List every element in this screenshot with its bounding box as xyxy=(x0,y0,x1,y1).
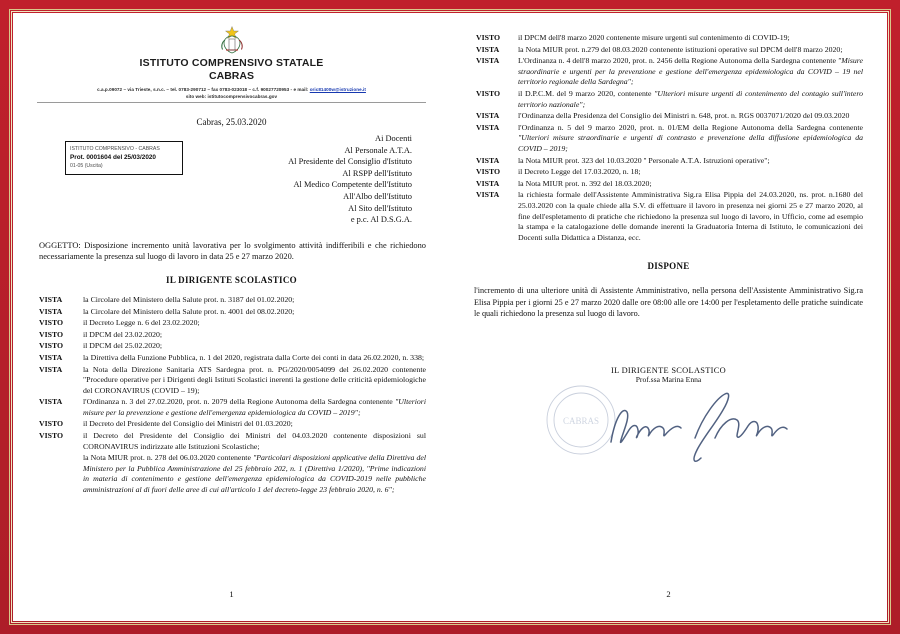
clause-text: il DPCM dell'8 marzo 2020 contenente misure urgenti sul contenimento di COVID-19; xyxy=(518,33,790,42)
contact-line-1 xyxy=(37,86,426,93)
subject-line: OGGETTO: Disposizione incremento unità lavorativa per lo svolgimento attività indifferibili e che richiedono necessariamente la presenza sul luogo di lavoro in data 25 e 27 marzo 2020. xyxy=(39,240,426,262)
clause-keyword: VISTA xyxy=(476,56,500,66)
clause-keyword: VISTO xyxy=(39,419,64,429)
clause-quoted-text: "Particolari disposizioni applicative della Direttiva del Ministero per la Pubblica Amministrazione del 25 febbraio 202, n. 1 (Direttiva 1/2020), "Prime indicazioni in materia di contenimento e gestione dell'emergenza epidemiologica da COVID-2019 nelle pubbliche amministrazioni al di fuori delle aree di cui all'articolo 1 del decreto-legge 23 febbraio 2020, n. 6"; xyxy=(83,453,426,495)
clause-keyword: VISTO xyxy=(476,167,501,177)
clause-keyword: VISTO xyxy=(476,88,501,98)
clause-keyword: VISTA xyxy=(39,397,63,407)
clause-row xyxy=(37,353,426,364)
clause-row xyxy=(474,33,863,44)
page-number-1: 1 xyxy=(229,589,234,599)
clause-text: la Nota MIUR prot. n.279 del 08.03.2020 contenente istituzioni operative sul DPCM dell'8 marzo 2020; xyxy=(518,44,843,54)
clause-row xyxy=(37,341,426,352)
signature-graphic-icon xyxy=(519,380,819,466)
clause-row xyxy=(37,318,426,329)
institute-name: ISTITUTO COMPRENSIVO STATALE xyxy=(139,57,324,69)
clause-row xyxy=(37,453,426,495)
clause-keyword: VISTO xyxy=(39,318,64,328)
clause-row xyxy=(37,295,426,306)
clause-text: la Circolare del Ministero della Salute prot. n. 3187 del 01.02.2020; xyxy=(83,294,295,304)
clause-keyword: VISTO xyxy=(476,33,501,42)
clause-row xyxy=(474,156,863,167)
contact-block xyxy=(37,86,426,103)
list-item: Al Personale A.T.A. xyxy=(344,145,412,155)
clause-text: l'Ordinanza della Presidenza del Consiglio dei Ministri n. 648, prot. n. RGS 0037071/2020 del 09.03.2020 xyxy=(518,111,850,121)
list-item: e p.c. Al D.S.G.A. xyxy=(350,215,412,225)
document-page-1[interactable] xyxy=(13,13,450,621)
protocol-stamp-type: 01-05 (Uscita) xyxy=(70,163,103,169)
protocol-stamp-institute: ISTITUTO COMPRENSIVO - CABRAS xyxy=(70,146,160,152)
clause-keyword: VISTA xyxy=(476,178,500,188)
clause-row xyxy=(474,45,863,56)
clause-keyword: VISTA xyxy=(476,122,500,132)
clause-keyword: VISTA xyxy=(39,294,63,304)
signature-title: IL DIRIGENTE SCOLASTICO xyxy=(611,365,726,375)
clause-keyword: VISTA xyxy=(39,352,63,362)
page-number-2: 2 xyxy=(666,589,671,599)
clause-row xyxy=(474,167,863,178)
signature-name: Prof.ssa Marina Enna xyxy=(635,374,702,384)
list-item: Al Sito dell'Istituto xyxy=(348,203,412,213)
institute-city: CABRAS xyxy=(209,70,254,82)
clause-row xyxy=(474,179,863,190)
italian-republic-emblem-icon xyxy=(219,25,245,55)
clause-text: la Direttiva della Funzione Pubblica, n. 1 del 2020, registrata dalla Corte dei conti in data 26.02.2020, n. 338; xyxy=(83,352,425,362)
contact-line-2: sito web: istitutocomprensivocabras.gov xyxy=(185,94,278,99)
clause-keyword: VISTO xyxy=(39,341,64,351)
date-line: Cabras, 25.03.2020 xyxy=(196,117,267,127)
heading-dirigente-scolastico: IL DIRIGENTE SCOLASTICO xyxy=(166,274,297,285)
clause-text: il DPCM del 23.02.2020; xyxy=(83,329,163,339)
heading-dispone: DISPONE xyxy=(647,261,690,272)
document-pages xyxy=(13,13,887,621)
signature-block xyxy=(474,366,863,456)
handwritten-signature xyxy=(474,380,863,456)
clause-quoted-text: "Ulteriori misure per la prevenzione e gestione dell'emergenza epidemiologica da COVID – 2019"; xyxy=(83,397,426,417)
clause-text: il Decreto Legge del 17.03.2020, n. 18; xyxy=(518,167,641,177)
clause-keyword: VISTA xyxy=(39,306,63,316)
clause-keyword: VISTA xyxy=(39,364,63,374)
clause-row xyxy=(474,89,863,110)
clause-row xyxy=(37,419,426,430)
clause-row xyxy=(37,365,426,397)
clause-row xyxy=(474,56,863,88)
clause-row xyxy=(37,307,426,318)
clause-row xyxy=(37,397,426,418)
list-item: Al RSPP dell'Istituto xyxy=(342,168,412,178)
clause-list-page-1 xyxy=(37,295,426,496)
clause-text: L'Ordinanza n. 4 dell'8 marzo 2020, prot. n. 2456 della Regione Autonoma della Sardegna contenente "Misure straordinarie e urgenti per la prevenzione e gestione dell'emergenza epidemiologica da COVID – 19 nel territorio regionale della Sardegna"; xyxy=(518,56,863,87)
list-item: Ai Docenti xyxy=(375,134,412,143)
clause-text: la Nota MIUR prot. n. 278 del 06.03.2020 contenente "Particolari disposizioni applicative della Direttiva del Ministero per la Pubblica Amministrazione del 25 febbraio 202, n. 1 (Direttiva 1/2020), "Prime indicazioni in materia di contenimento e gestione dell'emergenza epidemiologica da COVID-2019 nelle pubbliche amministrazioni al di fuori delle aree di cui all'articolo 1 del decreto-legge 23 febbraio 2020, n. 6"; xyxy=(83,453,426,495)
clause-text: l'Ordinanza n. 3 del 27.02.2020, prot. n. 2079 della Regione Autonoma della Sardegna contenente "Ulteriori misure per la prevenzione e gestione dell'emergenza epidemiologica da COVID – 2019"; xyxy=(83,397,426,417)
clause-list-page-2 xyxy=(474,33,863,243)
clause-row xyxy=(474,123,863,155)
clause-text: la Nota MIUR prot. 323 del 10.03.2020 '' Personale A.T.A. Istruzioni operative"; xyxy=(518,155,770,165)
clause-row xyxy=(474,190,863,243)
dispone-body-text: l'incremento di una ulteriore unità di Assistente Amministrativo, nella persona dell'Assistente Amministrativo Sig.ra Elisa Pippia per i giorni 25 e 27 marzo 2020 dalle ore 08:00 alle ore 14:00 per l'espletamento delle pratiche suindicate le quali richiedono la presenza sul luogo di lavoro. xyxy=(474,286,863,319)
clause-text: la richiesta formale dell'Assistente Amministrativa Sig.ra Elisa Pippia del 24.03.2020, ns. prot. n.1680 del 25.03.2020 con la quale chiede alla S.V. di effettuare il lavoro in presenza nei giorni 25 e 27 marzo 2020, al fine dell'espletamento di pratiche che richiedono la presenza sul luogo di lavoro, in Ufficio, come ad esempio la stampa e la catalogazione delle domande inerenti la Graduatoria Interna di Istituto, le comunicazioni dei Docenti sulla Didattica a Distanza, ecc. xyxy=(518,190,863,242)
clause-quoted-text: "Ulteriori misure straordinarie e urgenti di contrasto e prevenzione della diffusione epidemiologica da COVID – 2019; xyxy=(518,133,863,153)
clause-keyword: VISTA xyxy=(476,190,500,200)
clause-quoted-text: "Misure straordinarie e urgenti per la prevenzione e gestione dell'emergenza epidemiologica da COVID – 19 nel territorio regionale della Sardegna"; xyxy=(518,56,863,87)
svg-text:CABRAS: CABRAS xyxy=(562,415,599,426)
clause-keyword: VISTO xyxy=(39,431,64,441)
clause-keyword: VISTA xyxy=(476,111,500,121)
list-item: All'Albo dell'Istituto xyxy=(343,191,412,201)
clause-text: la Nota MIUR prot. n. 392 del 18.03.2020; xyxy=(518,178,652,188)
clause-keyword: VISTO xyxy=(39,329,64,339)
contact-email-link[interactable]: oric81400w@istruzione.it xyxy=(309,87,366,92)
clause-keyword: VISTA xyxy=(476,44,500,54)
clause-text: il DPCM del 25.02.2020; xyxy=(83,341,163,351)
protocol-stamp xyxy=(65,141,183,175)
protocol-stamp-number: Prot. 0001604 del 25/03/2020 xyxy=(70,153,156,161)
clause-text: la Circolare del Ministero della Salute prot. n. 4001 del 08.02.2020; xyxy=(83,306,295,316)
clause-quoted-text: "Ulteriori misure urgenti di contenimento del contagio sull'intero territorio nazionale"; xyxy=(518,88,863,109)
clause-text: l'Ordinanza n. 5 del 9 marzo 2020, prot. n. 01/EM della Regione Autonoma della Sardegna contenente "Ulteriori misure straordinarie e urgenti di contrasto e prevenzione della diffusione epidemiologica da COVID – 2019; xyxy=(518,122,863,153)
clause-text: il D.P.C.M. del 9 marzo 2020, contenente "Ulteriori misure urgenti di contenimento del contagio sull'intero territorio nazionale"; xyxy=(518,88,863,109)
document-page-2[interactable] xyxy=(450,13,887,621)
contact-details: c.a.p.09072 – via Trieste, s.n.c. – tel. 0783-290712 – fax 0783-023018 – c.f. 90027720953 - e mail: xyxy=(97,87,310,92)
letterhead xyxy=(37,25,426,103)
clause-text: il Decreto del Presidente del Consiglio dei Ministri del 01.03.2020; xyxy=(83,419,293,429)
clause-row xyxy=(37,330,426,341)
clause-text: il Decreto Legge n. 6 del 23.02.2020; xyxy=(83,318,200,328)
list-item: Al Medico Competente dell'Istituto xyxy=(293,180,412,190)
clause-row xyxy=(474,111,863,122)
clause-text: la Nota della Direzione Sanitaria ATS Sardegna prot. n. PG/2020/0054099 del 26.02.2020 contenente "Procedure operative per i Dirigenti degli Istituti Scolastici inerenti la gestione delle criticità epidemiologiche del CORONAVIRUS (COVID – 19); xyxy=(83,364,426,395)
clause-keyword: VISTA xyxy=(476,155,500,165)
list-item: Al Presidente del Consiglio d'Istituto xyxy=(288,157,412,167)
clause-row xyxy=(37,431,426,452)
clause-text: il Decreto del Presidente del Consiglio dei Ministri del 04.03.2020 contenente disposizioni sul CORONAVIRUS indirizzate alle Istituzioni Scolastiche; xyxy=(83,431,426,451)
